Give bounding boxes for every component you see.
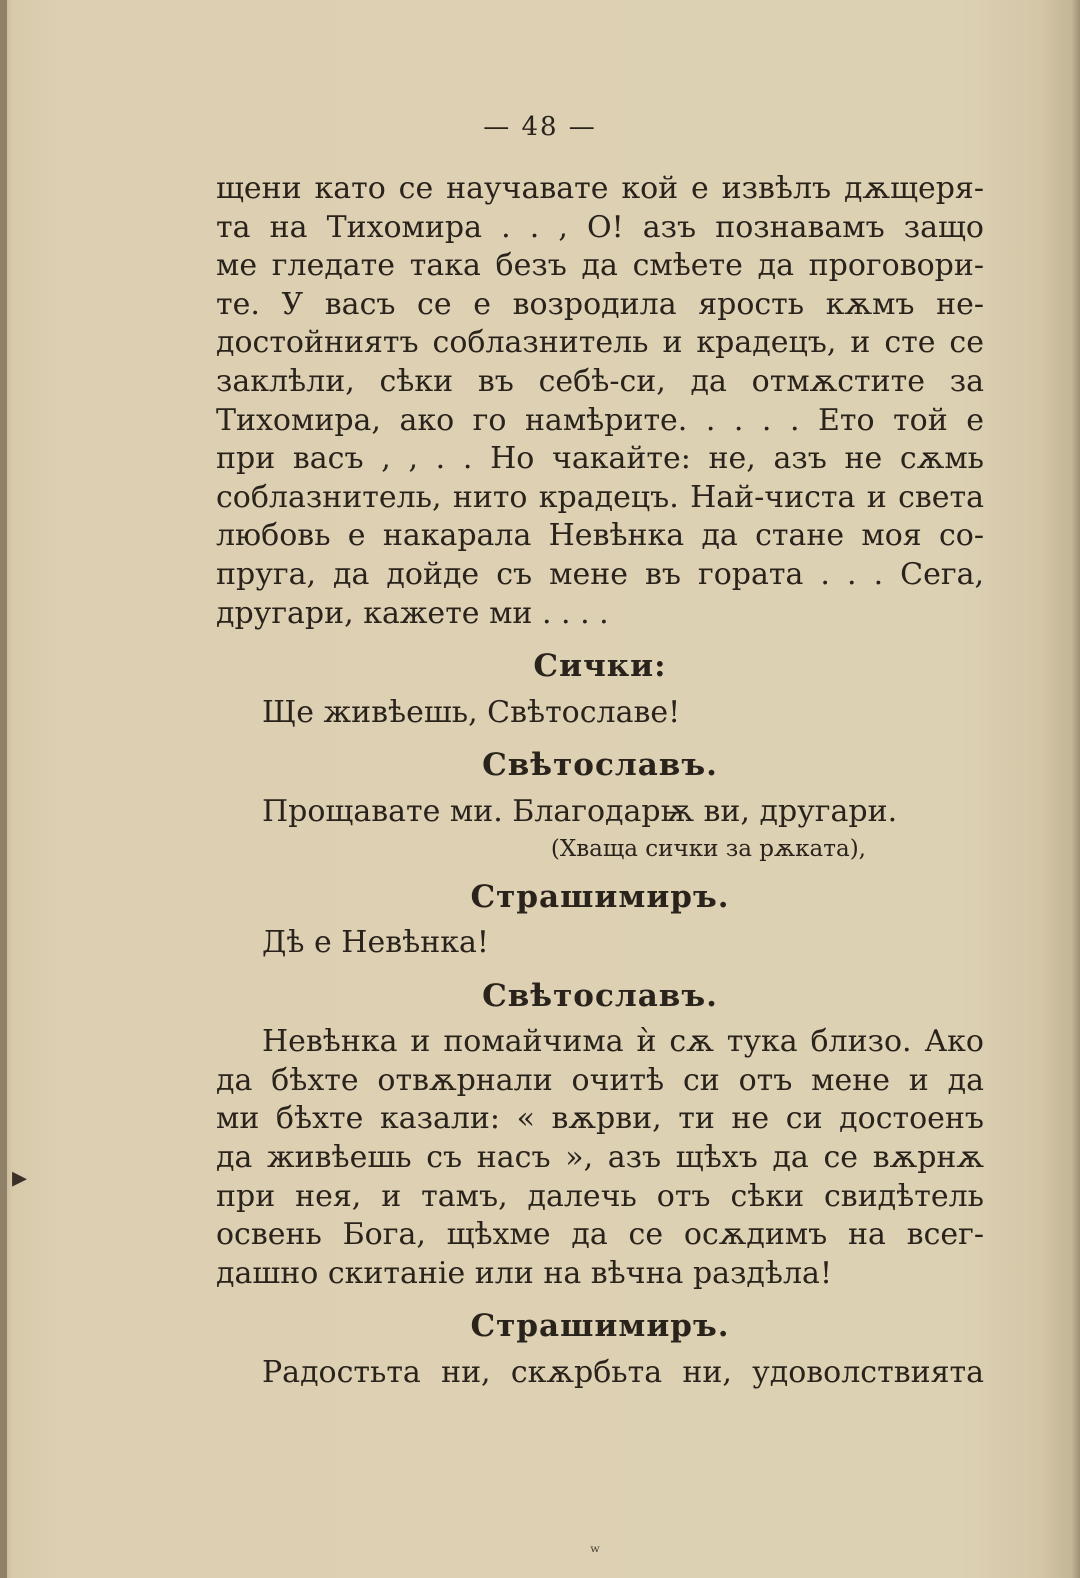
speaker-heading: Свѣтославъ. [482, 747, 718, 784]
text-line: ме гледате така безъ да смѣете да проговори- [216, 248, 984, 284]
text-line: другари, кажете ми . . . . [216, 595, 609, 631]
speaker-heading: Страшимиръ. [470, 878, 730, 915]
text-line: те. У васъ се е возродила ярость кѫмъ не- [216, 286, 984, 322]
text-line: достойниятъ соблазнитель и крадецъ, и сте се [216, 325, 984, 361]
speaker-heading: Свѣтославъ. [482, 977, 718, 1014]
text-line: да живѣешь съ насъ », азъ щѣхъ да се вѫрнѫ [216, 1140, 984, 1176]
text-line: щени като се научавате кой е извѣлъ дѫщеря- [216, 171, 984, 206]
text-line: дашно скитаніе или на вѣчна раздѣла! [216, 1255, 832, 1291]
text-line: соблазнитель, нито крадецъ. Най-чиста и света [216, 479, 984, 515]
text-line: пруга, да дойде съ мене въ гората . . . Сега, [216, 556, 984, 592]
dialogue-line: Ще живѣешь, Свѣтославе! [262, 694, 681, 730]
page-right-edge [1070, 0, 1080, 1578]
text-line: та на Тихомира . . , О! азъ познавамъ защо [216, 209, 984, 245]
speaker-heading: Сички: [533, 648, 667, 685]
text-line: ми бѣхте казали: « вѫрви, ти не си достоенъ [216, 1101, 984, 1137]
text-line: да бѣхте отвѫрнали очитѣ си отъ мене и да [216, 1062, 984, 1098]
text-line: при васъ , , . . Но чакайте: не, азъ не сѫмь [216, 441, 984, 477]
text-line: Невѣнка и помайчима ѝ сѫ тука близо. Ако [262, 1024, 984, 1060]
margin-arrow-icon: ▸ [12, 1160, 28, 1195]
bottom-mark: ʷ [590, 1542, 601, 1563]
text-line: любовь е накарала Невѣнка да стане моя со- [216, 518, 984, 554]
dialogue-line: Дѣ е Невѣнка! [262, 925, 489, 961]
page-text [216, 170, 984, 1393]
speaker-heading: Страшимиръ. [470, 1308, 730, 1345]
text-line: Радостьта ни, скѫрбьта ни, удоволствията [262, 1355, 984, 1391]
page-binding-edge [0, 0, 7, 1578]
text-line: освень Бога, щѣхме да се осѫдимъ на всег- [216, 1217, 984, 1253]
text-line: при нея, и тамъ, далечь отъ сѣки свидѣтель [216, 1178, 984, 1214]
stage-direction: (Хваща сички за рѫката), [550, 835, 866, 862]
text-line: заклѣли, сѣки въ себѣ-си, да отмѫстите за [216, 363, 984, 399]
page-number: — 48 — [483, 112, 597, 142]
text-line: Тихомира, ако го намѣрите. . . . . Ето той е [216, 402, 984, 438]
dialogue-line: Прощавате ми. Благодарѭ ви, другари. [262, 793, 898, 829]
